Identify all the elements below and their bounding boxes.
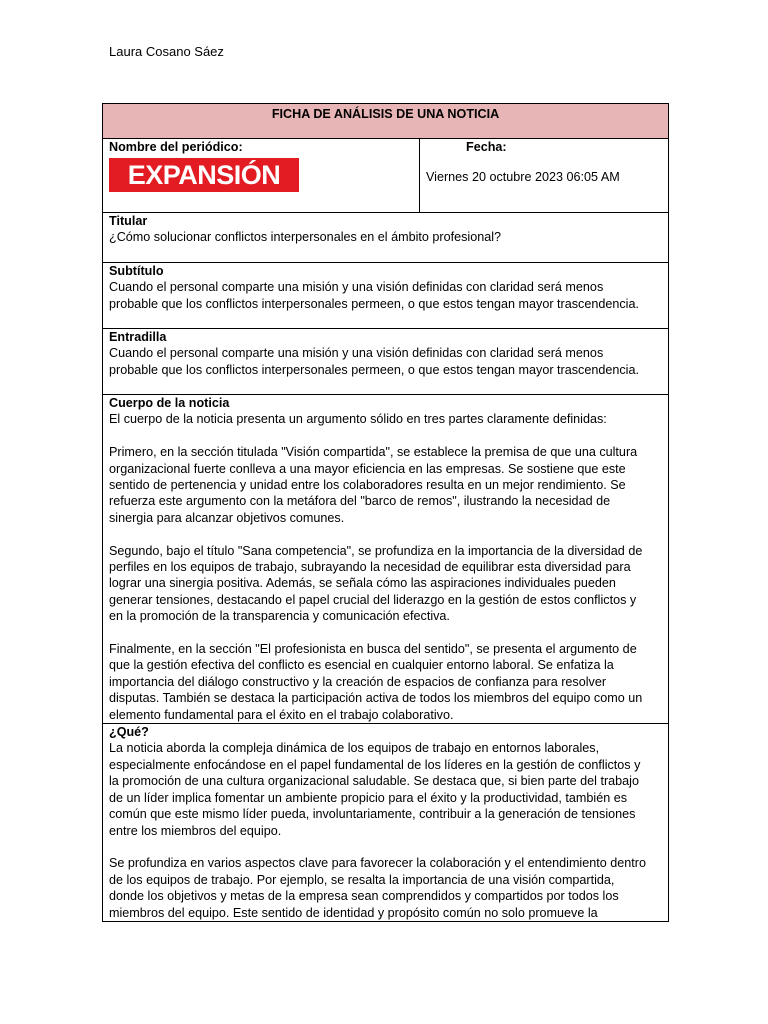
author-name: Laura Cosano Sáez: [109, 44, 224, 59]
newspaper-row: [103, 139, 669, 213]
date-value: Viernes 20 octubre 2023 06:05 AM: [426, 170, 620, 185]
text-line: entre los miembros del equipo.: [109, 823, 282, 838]
expansion-logo: EXPANSIÓN: [109, 158, 299, 192]
text-line: refuerza este argumento con la metáfora del "barco de remos", ilustrando la necesidad de: [109, 494, 611, 509]
text-line: Finalmente, en la sección "El profesionista en busca del sentido", se presenta el argumento de: [109, 642, 637, 657]
cuerpo-intro: El cuerpo de la noticia presenta un argumento sólido en tres partes claramente definidas:: [109, 412, 607, 427]
cuerpo-paragraph-1: [109, 444, 662, 526]
text-line: sinergia para alcanzar objetivos comunes.: [109, 510, 345, 525]
text-line: importancia del diálogo constructivo y la creación de espacios de confianza para resolver: [109, 674, 607, 689]
text-line: Segundo, bajo el título "Sana competencia", se profundiza en la importancia de la diversidad de: [109, 543, 643, 558]
cuerpo-cell: [103, 395, 669, 724]
text-line: disputas. También se destaca la participación activa de todos los miembros del equipo como un: [109, 691, 643, 706]
que-label: ¿Qué?: [109, 725, 149, 740]
newspaper-cell: [103, 139, 420, 213]
text-line: La noticia aborda la compleja dinámica de los equipos de trabajo en entornos laborales,: [109, 741, 600, 756]
entradilla-line: Cuando el personal comparte una misión y una visión definidas con claridad será menos: [109, 346, 604, 361]
cuerpo-row: [103, 395, 669, 724]
text-line: en la promoción de la transparencia y comunicación efectiva.: [109, 609, 450, 624]
entradilla-row: [103, 329, 669, 395]
text-line: perfiles en los equipos de trabajo, subrayando la necesidad de equilibrar esta diversidad para: [109, 560, 631, 575]
newspaper-label: Nombre del periódico:: [109, 140, 243, 154]
text-line: de los equipos de trabajo. Por ejemplo, se resalta la importancia de una visión compartida,: [109, 872, 615, 887]
cuerpo-paragraph-2: [109, 543, 662, 625]
subtitulo-line: probable que los conflictos interpersonales permeen, o que estos tengan mayor trascendencia.: [109, 296, 639, 311]
entradilla-cell: [103, 329, 669, 395]
news-analysis-table: [102, 103, 669, 922]
entradilla-line: probable que los conflictos interpersonales permeen, o que estos tengan mayor trascendencia.: [109, 362, 639, 377]
subtitulo-line: Cuando el personal comparte una misión y una visión definidas con claridad será menos: [109, 280, 604, 295]
text-line: lograr una sinergia positiva. Además, se señala cómo las aspiraciones individuales pueden: [109, 576, 616, 591]
que-paragraph-2: [109, 855, 662, 921]
subtitulo-cell: [103, 263, 669, 329]
table-title: FICHA DE ANÁLISIS DE UNA NOTICIA: [103, 104, 669, 139]
text-line: común que este mismo líder pueda, involuntariamente, contribuir a la generación de tensiones: [109, 807, 636, 822]
text-line: elemento fundamental para el éxito en el trabajo colaborativo.: [109, 707, 454, 722]
que-cell: [103, 724, 669, 922]
titular-cell: [103, 213, 669, 263]
subtitulo-row: [103, 263, 669, 329]
date-cell: [420, 139, 669, 213]
cuerpo-paragraph-3: [109, 641, 662, 723]
header-row: [103, 104, 669, 139]
que-paragraph-1: [109, 740, 662, 838]
text-line: Se profundiza en varios aspectos clave para favorecer la colaboración y el entendimiento dentro: [109, 856, 646, 871]
subtitulo-label: Subtítulo: [109, 264, 164, 278]
text-line: miembros del equipo. Este sentido de identidad y propósito común no solo promueve la: [109, 905, 598, 920]
text-line: sentido de pertenencia y unidad entre los colaboradores resulta en un mejor rendimiento. Se: [109, 478, 626, 493]
entradilla-label: Entradilla: [109, 330, 167, 344]
text-line: de un líder implica fomentar un ambiente propicio para el éxito y la productividad, también es: [109, 790, 628, 805]
cuerpo-label: Cuerpo de la noticia: [109, 396, 230, 410]
que-row: [103, 724, 669, 922]
text-line: que la gestión efectiva del conflicto es esencial en cualquier entorno laboral. Se enfatiza la: [109, 658, 614, 673]
date-label: Fecha:: [466, 140, 507, 154]
text-line: especialmente enfocándose en el papel fundamental de los líderes en la gestión de conflictos y: [109, 757, 641, 772]
text-line: generar tensiones, destacando el papel crucial del liderazgo en la gestión de estos conflictos y: [109, 592, 637, 607]
titular-text: ¿Cómo solucionar conflictos interpersonales en el ámbito profesional?: [109, 230, 502, 245]
titular-row: [103, 213, 669, 263]
text-line: la promoción de una cultura organizacional saludable. Se destaca que, si bien parte del trabajo: [109, 774, 639, 789]
text-line: Primero, en la sección titulada "Visión compartida", se establece la premisa de que una cultura: [109, 445, 638, 460]
text-line: donde los objetivos y metas de la empresa sean comprendidos y compartidos por todos los: [109, 889, 619, 904]
titular-label: Titular: [109, 214, 148, 228]
text-line: organizacional fuerte conlleva a una mayor eficiencia en las empresas. Se sostiene que este: [109, 461, 626, 476]
